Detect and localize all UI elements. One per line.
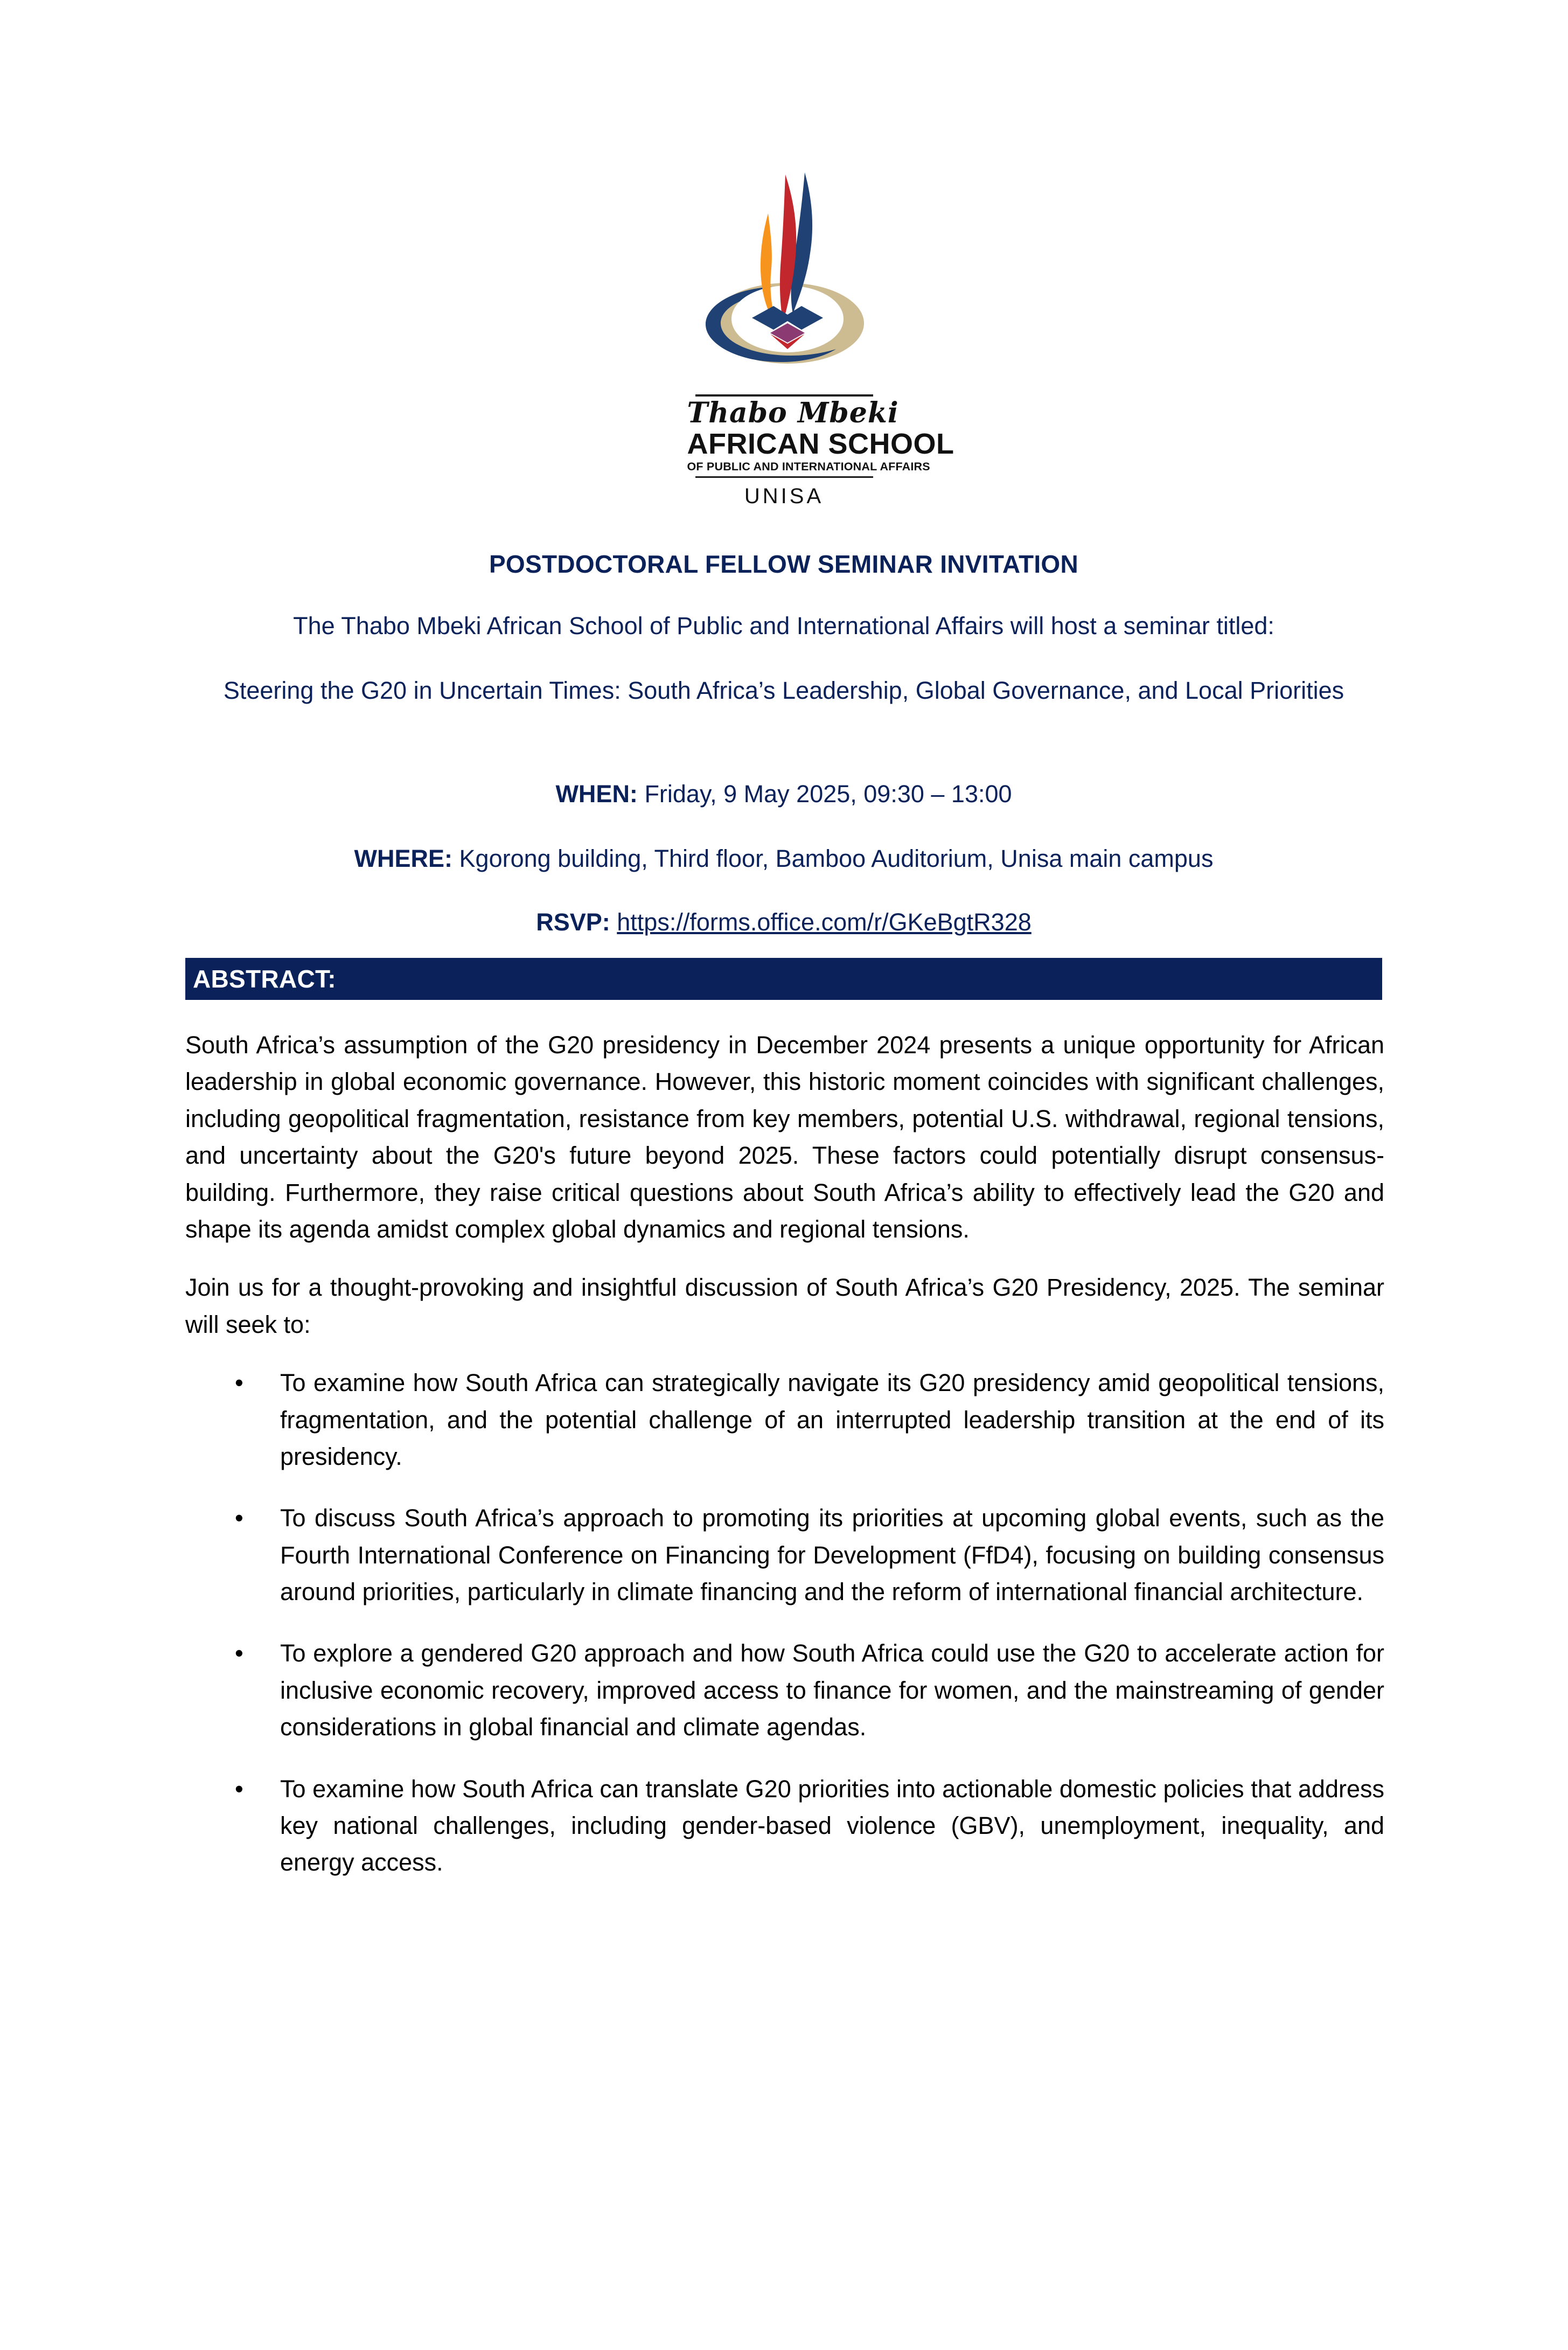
abstract-banner — [185, 958, 1382, 1000]
list-item — [185, 1365, 1384, 1475]
abstract-paragraph: Join us for a thought-provoking and insightful discussion of South Africa’s G20 Presidency, 2025. The seminar will seek to: — [185, 1274, 1384, 1338]
when-value: Friday, 9 May 2025, 09:30 – 13:00 — [644, 780, 1012, 808]
logo-institution-name: UNISA — [744, 484, 824, 509]
tmsapia-logo — [687, 162, 954, 509]
event-when — [185, 777, 1382, 811]
when-label: WHEN: — [555, 780, 645, 808]
intro-line: The Thabo Mbeki African School of Public and International Affairs will host a seminar titled: — [293, 612, 1274, 639]
bullet-icon: • — [235, 1369, 243, 1397]
list-item — [185, 1500, 1384, 1610]
bullet-icon: • — [235, 1504, 243, 1532]
event-where — [185, 842, 1382, 876]
where-label: WHERE: — [354, 845, 459, 872]
list-item-text: To examine how South Africa can strategically navigate its G20 presidency amid geopolitical tensions, fragmentation, and the potential challenge of an interrupted leadership transition at the end of its presidency. — [280, 1369, 1384, 1470]
rsvp-label: RSVP: — [536, 908, 617, 936]
logo-school-subtitle: OF PUBLIC AND INTERNATIONAL AFFAIRS — [687, 460, 930, 473]
event-rsvp — [185, 905, 1382, 940]
logo-wordmark — [687, 394, 954, 509]
logo-script-name: Thabo Mbeki — [687, 397, 899, 429]
list-item-text: To discuss South Africa’s approach to promoting its priorities at upcoming global events, such as the Fourth International Conference on Financing for Development (FfD4), focusing on building consensus around priorities, particularly in climate financing and the reform of international financial architecture. — [280, 1504, 1384, 1606]
list-item-text: To examine how South Africa can translate G20 priorities into actionable domestic policies that address key national challenges, including gender-based violence (GBV), unemployment, inequality, and energy access. — [280, 1775, 1384, 1876]
where-value: Kgorong building, Third floor, Bamboo Auditorium, Unisa main campus — [459, 845, 1214, 872]
bullet-icon: • — [235, 1639, 243, 1667]
seminar-title: Steering the G20 in Uncertain Times: South Africa’s Leadership, Global Governance, and Local Priorities — [223, 677, 1344, 704]
logo-rule-bottom — [695, 476, 873, 478]
logo-school-name: AFRICAN SCHOOL — [687, 427, 954, 460]
seminar-objectives-list — [185, 1365, 1384, 1881]
list-item-text: To explore a gendered G20 approach and how South Africa could use the G20 to accelerate action for inclusive economic recovery, improved access to finance for women, and the mainstreaming of gender considerations in global financial and climate agendas. — [280, 1639, 1384, 1741]
logo-block — [0, 162, 1568, 509]
abstract-paragraph: South Africa’s assumption of the G20 presidency in December 2024 presents a unique opportunity for African leadership in global economic governance. However, this historic moment coincides with significant challenges, including geopolitical fragmentation, resistance from key members, potential U.S. withdrawal, regional tensions, and uncertainty about the G20's future beyond 2025. These factors could potentially disrupt consensus-building. Furthermore, they raise critical questions about South Africa’s ability to effectively lead the G20 and shape its agenda amidst complex global dynamics and regional tensions. — [185, 1031, 1384, 1243]
list-item — [185, 1635, 1384, 1746]
rsvp-link[interactable]: https://forms.office.com/r/GKeBgtR328 — [617, 908, 1032, 936]
logo-flame-and-globe-icon — [687, 162, 881, 404]
abstract-body — [185, 1027, 1384, 1881]
abstract-banner-label: ABSTRACT: — [193, 965, 336, 993]
bullet-icon: • — [235, 1775, 243, 1803]
list-item — [185, 1771, 1384, 1881]
page-title: POSTDOCTORAL FELLOW SEMINAR INVITATION — [489, 550, 1079, 578]
